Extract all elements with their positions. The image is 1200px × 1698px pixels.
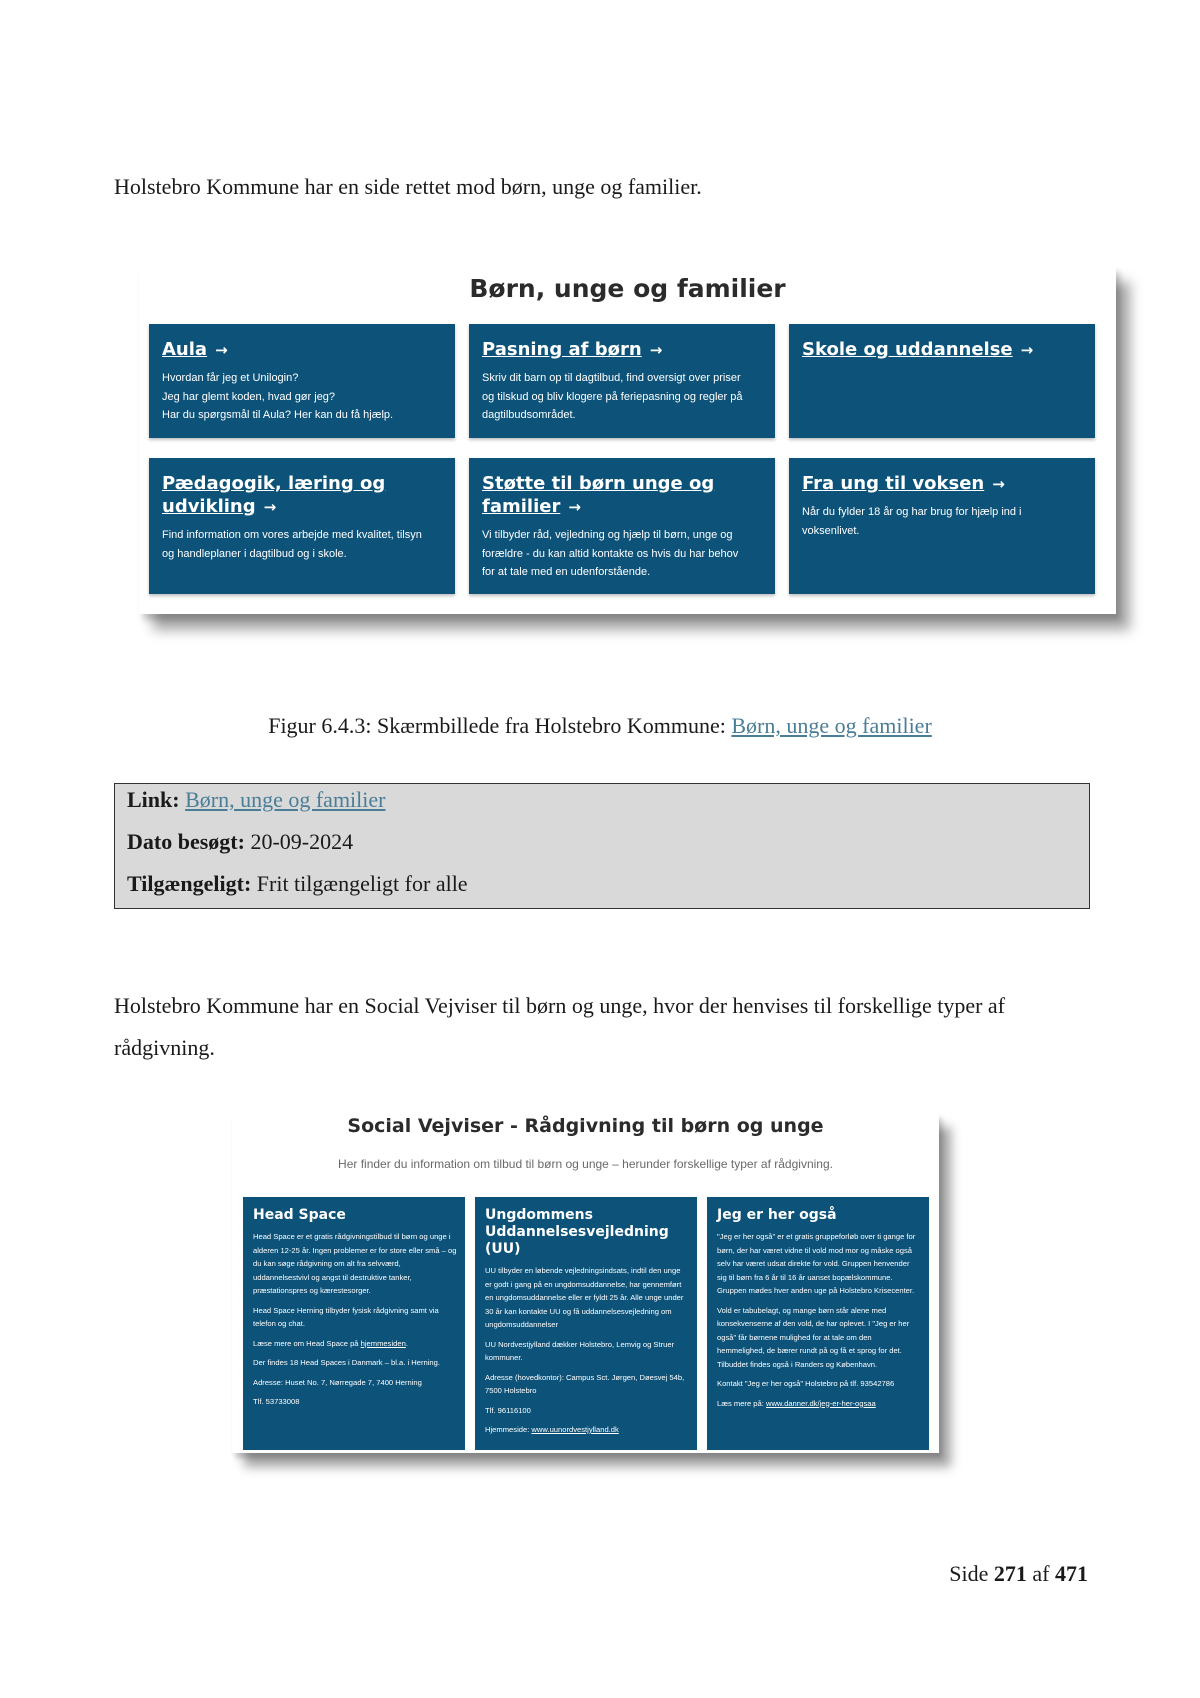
- tile-skole[interactable]: [789, 324, 1095, 438]
- column-title: Head Space: [253, 1207, 346, 1223]
- info-row-link: [127, 784, 1089, 826]
- screenshot-social-vejviser: [232, 1113, 939, 1453]
- tile-aula[interactable]: [149, 324, 455, 438]
- tile-title[interactable]: Aula: [162, 339, 208, 360]
- column-head-space: [243, 1197, 465, 1450]
- column-text: "Jeg er her også" er et gratis gruppeforløb over ti gange for børn, der har været vidne til vold mod mor og måske også selv har været udsat direkte for vold. Gruppen henvender sig til børn fra 6 år til 16 år uanset bopælskommune. Gruppen mødes hver anden uge på Holstebro Krisecenter.: [717, 1232, 916, 1295]
- homepage-link[interactable]: hjemmesiden: [360, 1338, 406, 1348]
- figure-caption: [0, 711, 1200, 741]
- access-label: Tilgængeligt:: [127, 871, 252, 896]
- column-text: Head Space er et gratis rådgivningstilbud til børn og unge i alderen 12-25 år. Ingen problemer er for store eller små – og du kan søge rådgivning om alt fra selvværd, uddannelsestvivl og angst til destruktive tanker, præstationspres og kærestesorger.: [253, 1232, 457, 1295]
- column-jeg-er-her-ogsaa: [707, 1197, 929, 1450]
- tile-description: Når du fylder 18 år og har brug for hjælp ind i voksenlivet.: [802, 506, 1022, 537]
- tile-description: Find information om vores arbejde med kvalitet, tilsyn og handleplaner i dagtilbud og i skole.: [162, 529, 422, 560]
- total-pages: 471: [1055, 1561, 1088, 1586]
- tile-title[interactable]: Støtte til børn unge og familier: [482, 473, 715, 517]
- tile-stoette[interactable]: [469, 458, 775, 594]
- screenshot-heading: Social Vejviser - Rådgivning til børn og unge: [347, 1115, 824, 1137]
- info-row-date: [127, 826, 1089, 868]
- tile-title[interactable]: Skole og uddannelse: [802, 339, 1013, 360]
- column-title: Ungdommens Uddannelsesvejledning (UU): [485, 1207, 669, 1257]
- link-info-box: [114, 783, 1090, 909]
- info-link[interactable]: Børn, unge og familier: [185, 787, 386, 812]
- column-text: Tlf. 96116100: [485, 1405, 531, 1415]
- column-text: Læs mere på: www.danner.dk/jeg-er-her-ogsaa: [717, 1398, 876, 1408]
- caption-text: Figur 6.4.3: Skærmbillede fra Holstebro Kommune:: [268, 713, 732, 738]
- access-value: Frit tilgængeligt for alle: [256, 871, 468, 896]
- column-title: Jeg er her også: [717, 1207, 837, 1223]
- link-label: Link:: [127, 787, 180, 812]
- column-text: Der findes 18 Head Spaces i Danmark – bl.a. i Herning.: [253, 1358, 440, 1367]
- uu-website-link[interactable]: www.uunordvestjylland.dk: [531, 1425, 619, 1434]
- tile-description: Hvordan får jeg et Unilogin? Jeg har glemt koden, hvad gør jeg? Har du spørgsmål til Aula? Her kan du få hjælp.: [162, 372, 394, 421]
- column-text: Vold er tabubelagt, og mange børn står alene med konsekvenserne af den vold, de har oplevet. I "Jeg er her også" får børnene mulighed for at tale om den hemmelighed, de bærer rundt på og få et sprog for det. Tilbuddet findes også i Randers og København.: [717, 1305, 910, 1369]
- tile-pasning[interactable]: [469, 324, 775, 438]
- arrow-right-icon: →: [215, 341, 228, 359]
- screenshot-subheading: Her finder du information om tilbud til børn og unge – herunder forskellige typer af rådgivning.: [338, 1157, 833, 1171]
- date-value: 20-09-2024: [250, 829, 354, 854]
- tile-paedagogik[interactable]: [149, 458, 455, 594]
- tile-title[interactable]: Fra ung til voksen: [802, 473, 985, 494]
- tile-description: Skriv dit barn op til dagtilbud, find oversigt over priser og tilskud og bliv klogere på feriepasning og regler på dagtilbudsområdet.: [482, 372, 743, 421]
- column-text: UU Nordvestjylland dækker Holstebro, Lemvig og Struer kommuner.: [485, 1339, 675, 1362]
- current-page: 271: [993, 1561, 1027, 1586]
- column-text: Kontakt "Jeg er her også" Holstebro på tlf. 93542786: [717, 1379, 895, 1388]
- column-text: Tlf. 53733008: [253, 1397, 300, 1406]
- tile-title[interactable]: Pædagogik, læring og udvikling: [162, 473, 386, 517]
- page-number: Side 271 af 471: [949, 1561, 1088, 1586]
- screenshot-born-unge-familier: [139, 266, 1116, 614]
- arrow-right-icon: →: [568, 498, 581, 516]
- intro-paragraph-2: Holstebro Kommune har en Social Vejviser til børn og unge, hvor der henvises til forskellige typer af rådgivning.: [114, 993, 1005, 1060]
- intro-paragraph-1: Holstebro Kommune har en side rettet mod børn, unge og familier.: [114, 174, 702, 199]
- info-row-access: [127, 868, 1089, 910]
- tile-ung-til-voksen[interactable]: [789, 458, 1095, 594]
- column-uu: [475, 1197, 697, 1450]
- date-label: Dato besøgt:: [127, 829, 245, 854]
- screenshot-heading: Børn, unge og familier: [469, 274, 786, 303]
- tile-title[interactable]: Pasning af børn: [482, 339, 642, 360]
- tile-description: Vi tilbyder råd, vejledning og hjælp til børn, unge og forældre - du kan altid kontakte os hvis du har behov for at tale med en udenforstående.: [482, 529, 739, 578]
- column-text: Adresse: Huset No. 7, Nørregade 7, 7400 Herning: [253, 1377, 422, 1387]
- arrow-right-icon: →: [992, 475, 1005, 493]
- caption-link[interactable]: Børn, unge og familier: [731, 713, 932, 738]
- column-text: Adresse (hovedkontor): Campus Sct. Jørgen, Døesvej 54b, 7500 Holstebro: [485, 1372, 685, 1395]
- column-text: UU tilbyder en løbende vejledningsindsats, indtil den unge er godt i gang på en ungdomsuddannelse, har gennemført en ungdomsuddannelse eller er fyldt 25 år. Alle unge under 30 år kan kontakte UU og få uddannelsesvejledning om ungdomsuddannelser: [485, 1266, 684, 1329]
- column-text: Læse mere om Head Space på hjemmesiden.: [253, 1338, 408, 1348]
- arrow-right-icon: →: [1020, 341, 1034, 359]
- column-text: Hjemmeside: www.uunordvestjylland.dk: [485, 1425, 619, 1434]
- column-text: Head Space Herning tilbyder fysisk rådgivning samt via telefon og chat.: [253, 1305, 439, 1328]
- danner-link[interactable]: www.danner.dk/jeg-er-her-ogsaa: [765, 1398, 876, 1408]
- arrow-right-icon: →: [649, 341, 663, 359]
- arrow-right-icon: →: [263, 498, 277, 516]
